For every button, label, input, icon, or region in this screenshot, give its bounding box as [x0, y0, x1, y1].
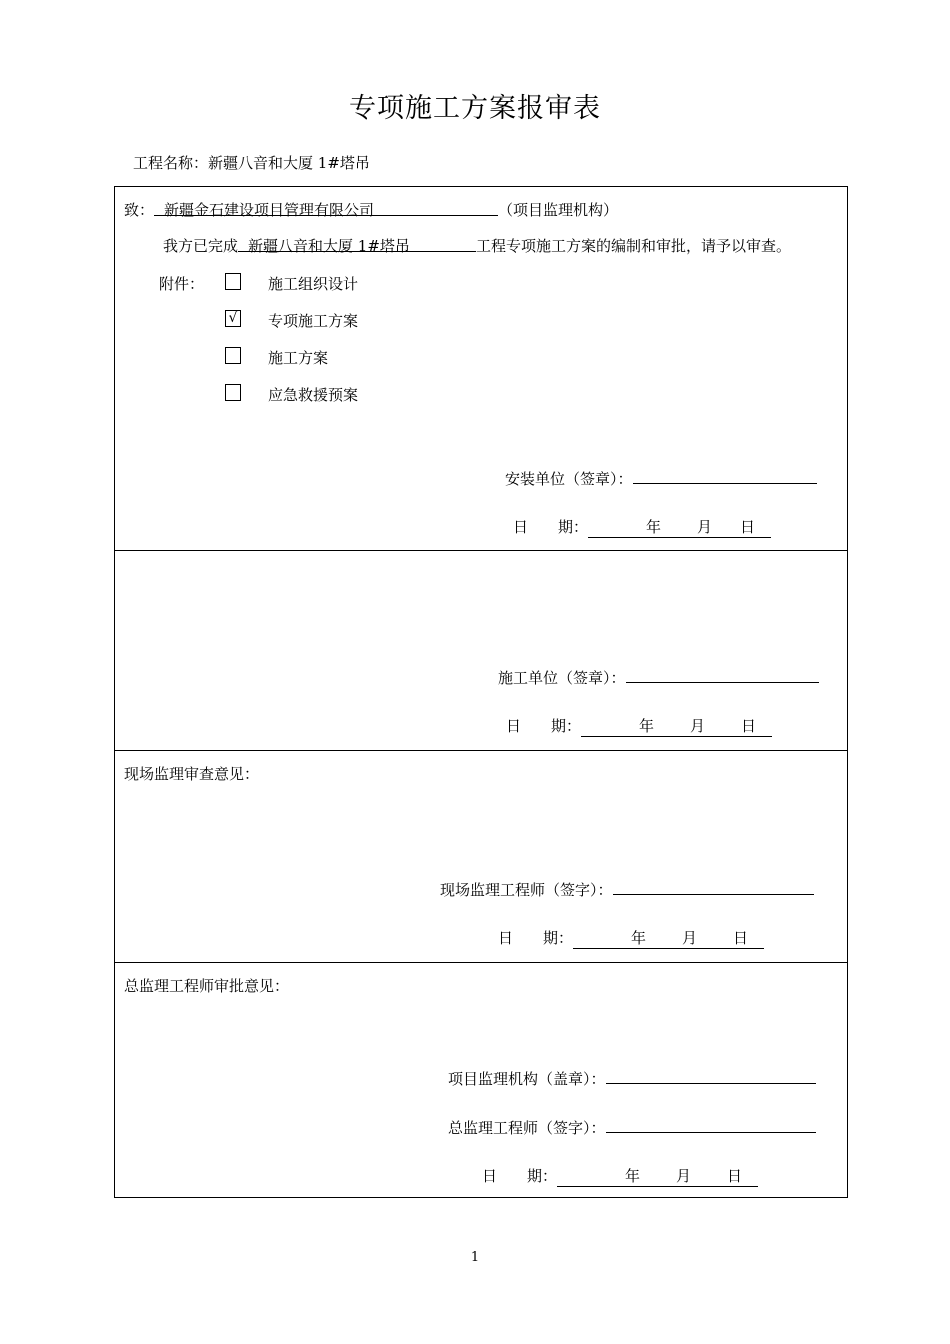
project-name-label: 工程名称：: [133, 154, 209, 172]
checkbox-special-plan[interactable]: √: [225, 310, 241, 327]
addressee-line: [124, 199, 618, 220]
attachment-label-construction-design: 施工组织设计: [268, 275, 359, 293]
chief-supervisor-signature-line: [448, 1115, 816, 1138]
date-day-label: 日: [733, 929, 749, 947]
addressee-suffix: （项目监理机构）: [498, 201, 619, 219]
chief-supervisor-signature-field[interactable]: [606, 1115, 816, 1133]
submission-section: [115, 187, 847, 551]
project-name-value: 新疆八音和大厦 1#塔吊: [208, 154, 370, 172]
addressee-value: 新疆金石建设项目管理有限公司: [164, 201, 375, 219]
site-supervisor-signature-field[interactable]: [613, 877, 814, 895]
installer-date-line: [513, 516, 771, 538]
installer-date-field[interactable]: [588, 516, 771, 538]
site-supervisor-signature-line: [440, 877, 814, 900]
page-title: 专项施工方案报审表: [349, 93, 601, 124]
addressee-field[interactable]: [154, 199, 498, 219]
contractor-date-field[interactable]: [581, 715, 772, 737]
date-day-label: 日: [741, 717, 757, 735]
contractor-date-line: [506, 715, 772, 737]
chief-supervisor-date-field[interactable]: [557, 1165, 758, 1187]
statement-project-field[interactable]: [238, 235, 476, 255]
checkbox-construction-design[interactable]: [225, 273, 241, 290]
date-year-label: 年: [646, 518, 662, 536]
chief-supervisor-signature-label: 总监理工程师（签字）：: [448, 1119, 606, 1137]
checkbox-construction-plan[interactable]: [225, 347, 241, 364]
site-supervisor-date-line: [498, 927, 764, 949]
site-supervisor-date-field[interactable]: [573, 927, 764, 949]
site-supervisor-section: [115, 751, 847, 963]
date-year-label: 年: [639, 717, 655, 735]
contractor-signature-line: [498, 665, 819, 688]
chief-supervisor-heading: 总监理工程师审批意见：: [124, 977, 290, 995]
statement-project-value: 新疆八音和大厦 1#塔吊: [248, 237, 410, 255]
statement-prefix: 我方已完成: [163, 237, 239, 255]
supervision-org-seal-line: [448, 1066, 816, 1089]
statement-suffix: 工程专项施工方案的编制和审批，请予以审查。: [476, 237, 792, 255]
contractor-date-label: 日 期：: [506, 717, 582, 735]
date-day-label: 日: [740, 518, 756, 536]
chief-supervisor-section: [115, 963, 847, 1199]
site-supervisor-date-label: 日 期：: [498, 929, 574, 947]
attachment-label-special-plan: 专项施工方案: [268, 312, 359, 330]
supervision-org-seal-label: 项目监理机构（盖章）：: [448, 1070, 606, 1088]
attachment-label-emergency-plan: 应急救援预案: [268, 386, 359, 404]
installer-signature-label: 安装单位（签章）：: [505, 470, 633, 488]
attachment-label-construction-plan: 施工方案: [268, 349, 329, 367]
chief-supervisor-date-label: 日 期：: [482, 1167, 558, 1185]
date-year-label: 年: [625, 1167, 641, 1185]
chief-supervisor-date-line: [482, 1165, 758, 1187]
contractor-signature-field[interactable]: [626, 665, 819, 683]
installer-date-label: 日 期：: [513, 518, 589, 536]
supervision-org-seal-field[interactable]: [606, 1066, 816, 1084]
review-form: [114, 186, 848, 1198]
contractor-section: [115, 551, 847, 751]
project-name-line: [133, 152, 370, 173]
statement-line: [163, 235, 791, 256]
contractor-signature-label: 施工单位（签章）：: [498, 669, 626, 687]
attachments-label: 附件：: [159, 275, 205, 293]
page-number: 1: [470, 1250, 480, 1265]
date-month-label: 月: [697, 518, 713, 536]
date-month-label: 月: [682, 929, 698, 947]
date-day-label: 日: [727, 1167, 743, 1185]
site-supervisor-heading: 现场监理审查意见：: [124, 765, 260, 783]
date-month-label: 月: [676, 1167, 692, 1185]
installer-signature-line: [505, 466, 817, 489]
date-month-label: 月: [690, 717, 706, 735]
site-supervisor-signature-label: 现场监理工程师（签字）：: [440, 881, 613, 899]
addressee-label: 致：: [124, 201, 155, 219]
installer-signature-field[interactable]: [633, 466, 817, 484]
date-year-label: 年: [631, 929, 647, 947]
checkbox-emergency-plan[interactable]: [225, 384, 241, 401]
